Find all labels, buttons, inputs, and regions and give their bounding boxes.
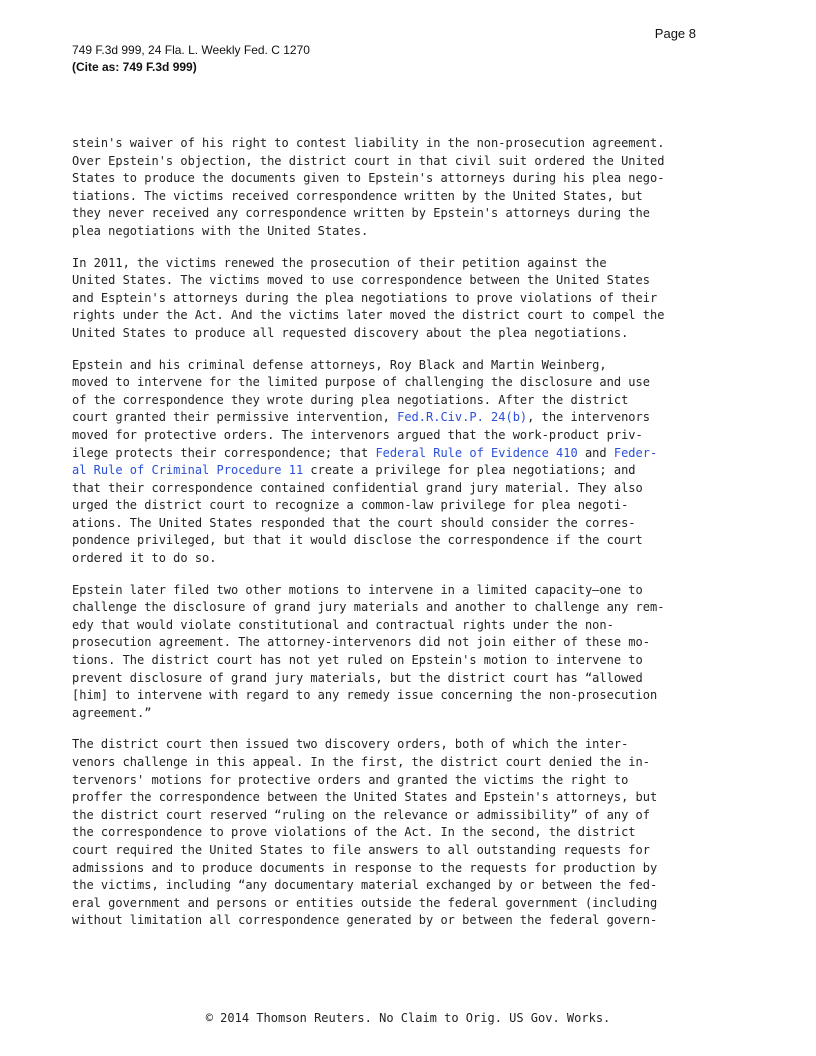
paragraph-2: In 2011, the victims renewed the prosecution of their petition against the United States. The victims moved to use correspondence between the United States and Esptein's attorneys during the plea negotiations to prove violations of their rights under the Act. And the victims later moved the district court to compel the United States to produce all requested discovery about the plea negotiations. bbox=[72, 255, 665, 340]
citation-block bbox=[72, 42, 310, 76]
paragraph-3-text-a: Epstein and his criminal defense attorneys, Roy Black and Martin Weinberg, moved to intervene for the limited purpose of challenging the disclosure and use of the correspondence they wrote during plea negotiations. After the district court granted their permissive intervention, bbox=[72, 357, 650, 425]
paragraph-3-text-b: , the intervenors moved for protective orders. The intervenors argued that the work-product priv- ilege protects their correspondence; that bbox=[72, 410, 650, 460]
paragraph-3-text-d: create a privilege for plea negotiations; and that their correspondence contained confidential grand jury material. They also urged the district court to recognize a common-law privilege for plea negoti- ations. The United States responded that the court should consider the corres- pondence privileged, but that it would disclose the correspondence if the court ordered it to do so. bbox=[72, 463, 643, 566]
link-fed-rule-crim-proc-11[interactable]: Feder- al Rule of Criminal Procedure 11 bbox=[72, 445, 658, 478]
paragraph-3-text-c: and bbox=[577, 445, 614, 460]
opinion-body bbox=[72, 135, 748, 944]
paragraph-4: Epstein later filed two other motions to intervene in a limited capacity—one to challenge the disclosure of grand jury materials and another to challenge any rem- edy that would violate constitutional and contractual rights under the non- prosecution agreement. The attorney-intervenors did not join either of these mo- tions. The district court has not yet ruled on Epstein's motion to intervene to prevent disclosure of grand jury materials, but the district court has “allowed [him] to intervene with regard to any remedy issue concerning the non-prosecution agreement.” bbox=[72, 582, 665, 720]
paragraph-3 bbox=[72, 357, 748, 568]
page-number: Page 8 bbox=[654, 26, 696, 41]
cite-as: (Cite as: 749 F.3d 999) bbox=[72, 60, 197, 74]
copyright-footer: © 2014 Thomson Reuters. No Claim to Orig. US Gov. Works. bbox=[205, 1011, 611, 1025]
citation-line: 749 F.3d 999, 24 Fla. L. Weekly Fed. C 1270 bbox=[72, 43, 310, 57]
link-fed-rule-evidence-410[interactable]: Federal Rule of Evidence 410 bbox=[375, 445, 578, 460]
link-fed-rule-civ-p-24b[interactable]: Fed.R.Civ.P. 24(b) bbox=[397, 410, 528, 425]
paragraph-5: The district court then issued two discovery orders, both of which the inter- venors challenge in this appeal. In the first, the district court denied the in- tervenors' motions for protective orders and granted the victims the right to proffer the correspondence between the United States and Epstein's attorneys, but the district court reserved “ruling on the relevance or admissibility” of any of the correspondence to prove violations of the Act. In the second, the district court required the United States to file answers to all outstanding requests for admissions and to produce documents in response to the requests for production by the victims, including “any documentary material exchanged by or between the fed- eral government and persons or entities outside the federal government (including without limitation all correspondence generated by or between the federal govern- bbox=[72, 737, 658, 928]
paragraph-1: stein's waiver of his right to contest liability in the non-prosecution agreement. Over Epstein's objection, the district court in that civil suit ordered the United States to produce the documents given to Epstein's attorneys during his plea nego- tiations. The victims received correspondence written by the United States, but they never received any correspondence written by Epstein's attorneys during the plea negotiations with the United States. bbox=[72, 136, 665, 238]
